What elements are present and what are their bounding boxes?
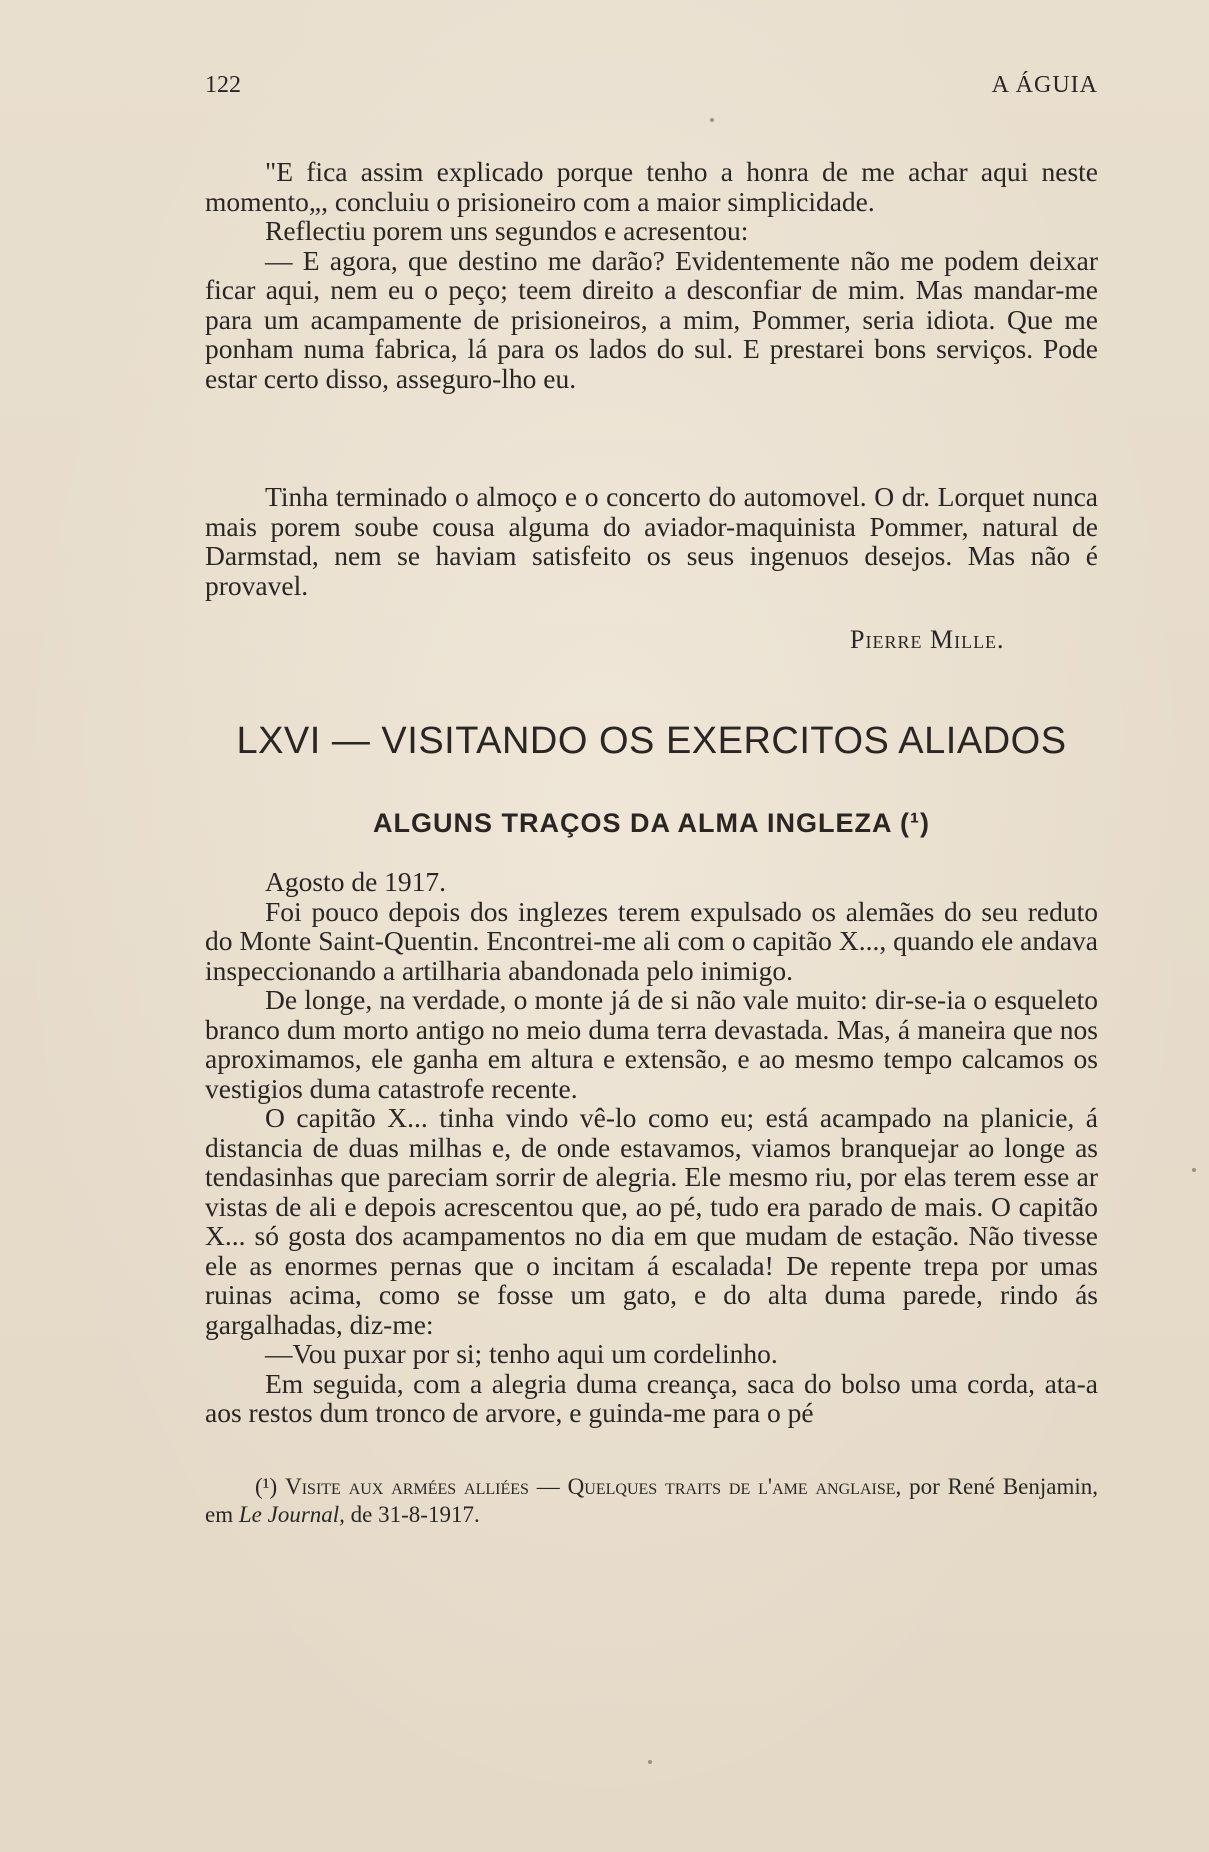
paper-speck bbox=[648, 1760, 652, 1764]
paragraph: Reflectiu porem uns segundos e acresentou: bbox=[265, 215, 749, 246]
paragraph: De longe, na verdade, o monte já de si não vale muito: dir-se-ia o esqueleto branco dum morto antigo no meio duma terra devastada. Mas, á maneira que nos aproximamos, ele ganha em altura e extensão, e ao mesmo tempo calcamos os vestigios duma catastrofe recente. bbox=[205, 984, 1098, 1104]
footnote-source-title: Visite aux armées alliées — Quelques traits de l'ame anglaise, bbox=[285, 1474, 902, 1499]
chapter-title: LXVI — VISITANDO OS EXERCITOS ALIADOS bbox=[236, 720, 1067, 762]
footnote-author: por René Benjamin, em bbox=[205, 1474, 1099, 1527]
paragraph: —Vou puxar por si; tenho aqui um cordelinho. bbox=[265, 1338, 778, 1369]
paragraph: "E fica assim explicado porque tenho a honra de me achar aqui neste momento„, concluiu o prisioneiro com a maior simplicidade. bbox=[205, 156, 1098, 217]
previous-article-ending bbox=[205, 157, 1098, 393]
dateline: Agosto de 1917. bbox=[265, 866, 447, 897]
author-signature: Pierre Mille. bbox=[850, 625, 1005, 654]
paragraph: Foi pouco depois dos inglezes terem expulsado os alemães do seu reduto do Monte Saint-Quentin. Encontrei-me ali com o capitão X..., quando ele andava inspeccionando a artilharia abandonada pelo inimigo. bbox=[205, 895, 1098, 986]
chapter-subtitle: ALGUNS TRAÇOS DA ALMA INGLEZA (¹) bbox=[373, 808, 930, 838]
journal-title: A ÁGUIA bbox=[991, 72, 1098, 98]
page-number: 122 bbox=[205, 72, 241, 98]
footnote-marker: (¹) bbox=[255, 1474, 278, 1499]
paragraph: O capitão X... tinha vindo vê-lo como eu; está acampado na planicie, á distancia de duas milhas e, de onde estavamos, viamos branquejar ao longe as tendasinhas que pareciam sorrir de alegria. Ele mesmo riu, por elas terem esse ar vistas de ali e depois acrescentou que, ao pé, tudo era parado de mais. O capitão X... só gosta dos acampamentos no dia em que mudam de estação. Não tivesse ele as enormes pernas que o incitam á escalada! De repente trepa por umas ruinas acima, como se fosse um gato, e do alta duma parede, rindo ás gargalhadas, diz-me: bbox=[205, 1102, 1098, 1340]
paper-speck bbox=[1192, 1168, 1196, 1172]
paragraph: Em seguida, com a alegria duma creança, saca do bolso uma corda, ata-a aos restos dum tronco de arvore, e guinda-me para o pé bbox=[205, 1367, 1098, 1428]
article-body bbox=[205, 867, 1098, 1428]
footnote-publication: Le Journal, bbox=[238, 1502, 345, 1527]
paragraph: Tinha terminado o almoço e o concerto do automovel. O dr. Lorquet nunca mais porem soube cousa alguma do aviador-maquinista Pommer, natural de Darmstad, nem se haviam satisfeito os seus ingenuos desejos. Mas não é provavel. bbox=[205, 481, 1098, 601]
footnote bbox=[205, 1473, 1098, 1529]
paragraph: — E agora, que destino me darão? Evidentemente não me podem deixar ficar aqui, nem eu o peço; teem direito a desconfiar de mim. Mas mandar-me para um acampamente de prisioneiros, a mim, Pommer, seria idiota. Que me ponham numa fabrica, lá para os lados do sul. E prestarei bons serviços. Pode estar certo disso, asseguro-lho eu. bbox=[205, 244, 1098, 394]
paper-speck bbox=[710, 118, 714, 122]
running-head bbox=[205, 72, 1098, 108]
previous-article-closing bbox=[205, 482, 1098, 600]
footnote-date: de 31-8-1917. bbox=[350, 1502, 480, 1527]
